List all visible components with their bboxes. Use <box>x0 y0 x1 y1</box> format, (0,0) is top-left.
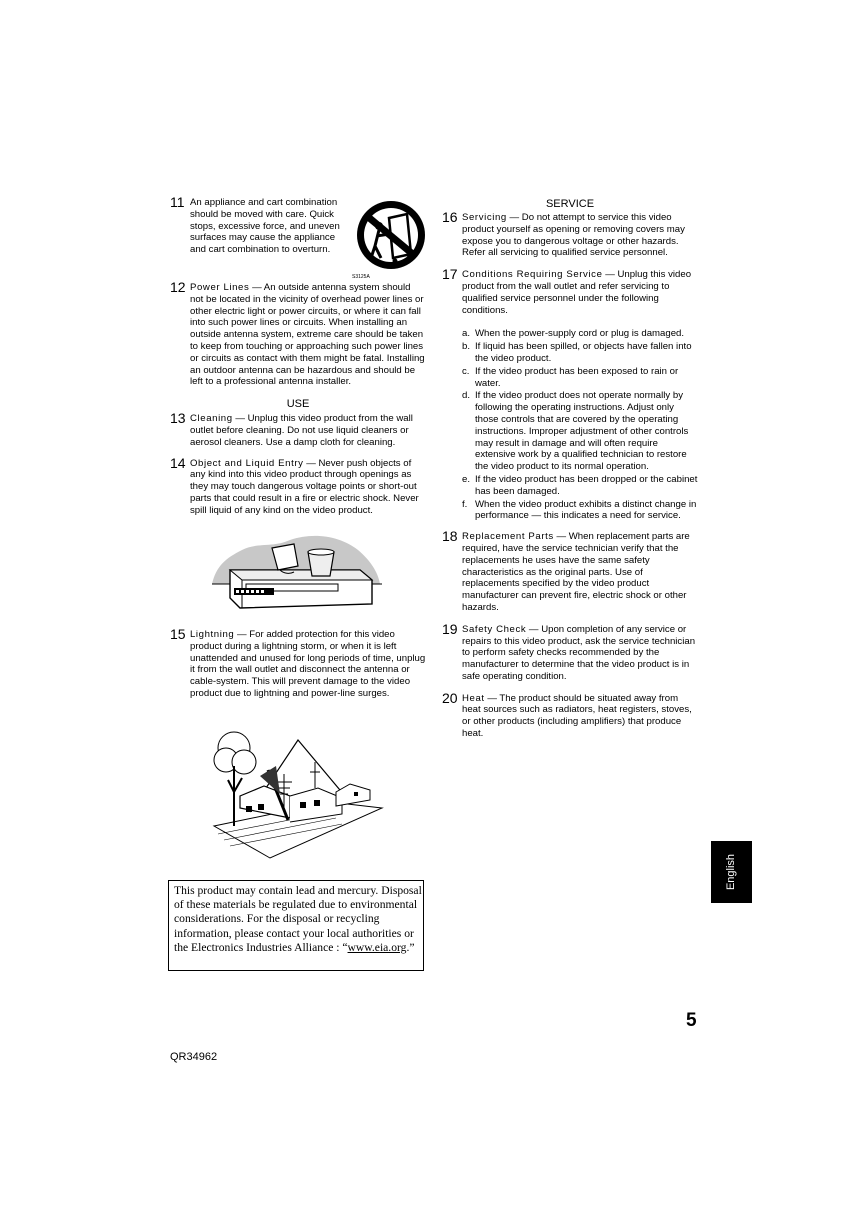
safety-item-16 <box>442 209 698 259</box>
condition-item: c. If the video product has been exposed to rain or water. <box>462 365 679 389</box>
section-heading-service: SERVICE <box>545 198 595 210</box>
conditions-list <box>462 328 698 522</box>
item-text: — For added protection for this video product during a lightning storm, or when it is left unattended and unused for long periods of time, unplug it from the wall outlet and disconnect the antenna or cable-system. This will prevent damage to the video product due to lightning and power-line surges. <box>190 629 426 699</box>
item-number: 14 <box>170 454 186 471</box>
language-tab <box>711 841 752 903</box>
item-number: 16 <box>442 209 458 225</box>
item-label: Power Lines <box>190 282 250 293</box>
item-text: — Unplug this video product from the wall outlet before cleaning. Do not use liquid cleaners or aerosol cleaners. Use a damp cloth for cleaning. <box>190 413 413 448</box>
item-number: 12 <box>170 279 186 295</box>
safety-item-11 <box>170 194 350 277</box>
item-text: — Do not attempt to service this video product yourself as opening or removing covers may expose you to dangerous voltage or other hazards. Refer all servicing to qualified service personnel. <box>462 212 685 259</box>
item-number: 13 <box>170 410 186 427</box>
item-text: — Never push objects of any kind into this video product through openings as they may touch dangerous voltage points or short-out parts that could result in a fire or electric shock. Never spill liquid of any kind on the video product. <box>190 457 419 516</box>
item-text: — An outside antenna system should not be located in the vicinity of overhead power lines or other electric light or power circuits, or where it can fall into such power lines or circuits. When installing an outside antenna system, extreme care should be taken to keep from touching or approaching such power lines or circuits as contact with them might be fatal. Installing an outdoor antenna can be hazardous and should be left to a professional antenna installer. <box>190 282 425 388</box>
disposal-notice-box <box>168 880 424 971</box>
item-number: 20 <box>442 689 458 706</box>
safety-item-20 <box>442 689 698 740</box>
item-text: — The product should be situated away from heat sources such as radiators, heat registers, stoves, or other products (including amplifiers) that produce heat. <box>462 692 692 740</box>
item-number: 11 <box>170 194 185 210</box>
eia-link[interactable]: www.eia.org <box>347 940 407 954</box>
item-text: — When replacement parts are required, have the service technician verify that the replacements he uses have the same safety characteristics as the original parts. Use of replacements specified by the video product manufacturer can prevent fire, electric shock or other hazards. <box>462 531 690 613</box>
condition-item: a. When the power-supply cord or plug is damaged. <box>462 328 685 340</box>
safety-item-15 <box>170 626 426 700</box>
item-number: 15 <box>170 626 186 642</box>
cart-tipover-warning-image <box>349 198 429 280</box>
notice-text: This product may contain lead and mercury. Disposal of these materials be regulated due to environmental considerations. For the disposal or recycling information, please contact your local authorities or the Electronics Industries Alliance : “ <box>174 884 422 954</box>
item-label: Heat <box>462 692 485 704</box>
item-number: 18 <box>442 528 458 545</box>
safety-item-17 <box>442 266 698 522</box>
safety-item-13 <box>170 410 426 448</box>
item-label: Object and Liquid Entry <box>190 457 304 469</box>
safety-item-14 <box>170 454 426 517</box>
section-heading-use: USE <box>286 398 310 411</box>
language-tab-label: English <box>725 853 737 891</box>
item-text: An appliance and cart combination should be moved with care. Quick stops, excessive force, and uneven surfaces may cause the appliance and cart combination to overturn. <box>190 197 340 256</box>
condition-item: e. If the video product has been dropped or the cabinet has been damaged. <box>462 473 698 497</box>
item-label: Lightning <box>190 629 235 640</box>
document-code: QR34962 <box>170 1051 218 1063</box>
item-text: — Unplug this video product from the wall outlet and refer servicing to qualified service personnel under the following conditions. <box>462 269 692 316</box>
item-label: Servicing <box>462 212 507 223</box>
notice-end: .” <box>406 940 415 954</box>
right-column <box>442 198 698 740</box>
safety-item-12 <box>170 279 426 388</box>
safety-item-18 <box>442 528 698 614</box>
condition-item: d. If the video product does not operate normally by following the operating instructions. Adjust only those controls that are covered by the operating instructions. Improper adjustment of other controls may result in damage and will often require extensive work by a qualified technician to restore the video product to its normal operation. <box>462 390 689 473</box>
page-number: 5 <box>686 1010 697 1031</box>
item-number: 19 <box>442 620 458 637</box>
item-text: — Upon completion of any service or repairs to this video product, ask the service technician to perform safety checks recommended by the manufacturer to determine that the video product is in safe operating condition. <box>462 623 696 682</box>
item-label: Replacement Parts <box>462 531 554 543</box>
item-label: Safety Check <box>462 623 527 635</box>
condition-item: f. When the video product exhibits a distinct change in performance — this indicates a need for service. <box>462 498 697 522</box>
item-label: Conditions Requiring Service <box>462 269 603 281</box>
left-column-lower <box>170 626 426 700</box>
condition-item: b. If liquid has been spilled, or objects have fallen into the video product. <box>462 341 692 364</box>
item-number: 17 <box>442 266 458 283</box>
item-label: Cleaning <box>190 413 233 425</box>
safety-item-19 <box>442 620 698 683</box>
image-code: S3125A <box>352 274 370 280</box>
house-antenna-lightning-image <box>210 722 386 862</box>
vcr-liquid-spill-image <box>210 528 386 616</box>
